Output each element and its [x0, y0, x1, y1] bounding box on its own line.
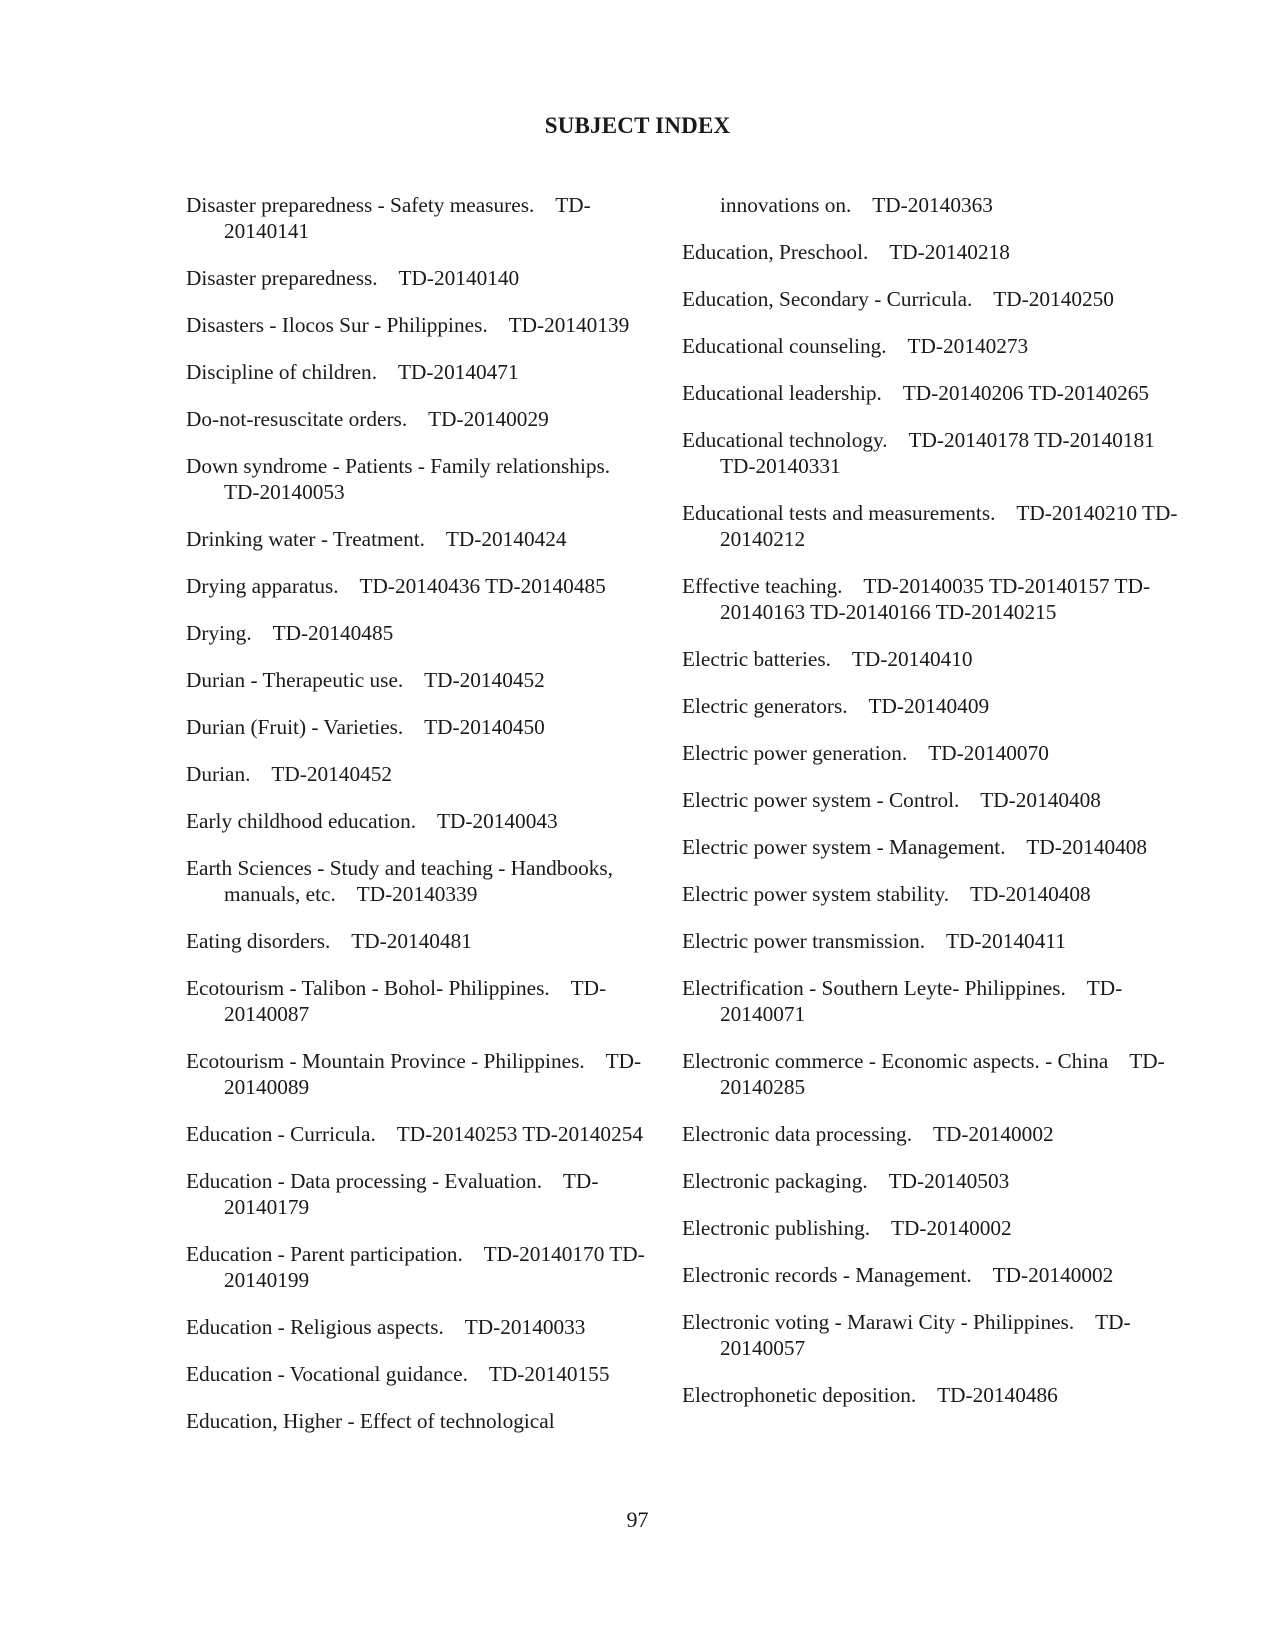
- index-entry: innovations on. TD-20140363: [720, 193, 993, 217]
- index-entry: Electric power system - Management. TD-20140408: [682, 835, 1148, 859]
- index-entry: Electrophonetic deposition. TD-20140486: [682, 1383, 1058, 1407]
- index-entry: Electric generators. TD-20140409: [682, 694, 990, 718]
- index-entry: Education - Parent participation. TD-20140170 TD-20140199: [186, 1242, 645, 1292]
- index-entry: Electronic records - Management. TD-20140002: [682, 1263, 1114, 1287]
- index-entry: Down syndrome - Patients - Family relationships. TD-20140053: [186, 454, 632, 504]
- index-entry: Electric power system stability. TD-20140408: [682, 882, 1091, 906]
- index-entry: Drying apparatus. TD-20140436 TD-20140485: [186, 574, 606, 598]
- index-entry: Electric power generation. TD-20140070: [682, 741, 1049, 765]
- index-entry: Drying. TD-20140485: [186, 621, 394, 645]
- index-entry: Electronic data processing. TD-20140002: [682, 1122, 1054, 1146]
- index-entry: Early childhood education. TD-20140043: [186, 809, 558, 833]
- index-entry: Education - Vocational guidance. TD-20140155: [186, 1362, 610, 1386]
- index-entry: Education, Preschool. TD-20140218: [682, 240, 1010, 264]
- page-number: 97: [626, 1507, 649, 1532]
- index-entry: Education, Higher - Effect of technological: [186, 1409, 555, 1433]
- index-entry: Electric power system - Control. TD-20140408: [682, 788, 1101, 812]
- index-entry: Electrification - Southern Leyte- Philippines. TD-20140071: [682, 976, 1123, 1026]
- index-entry: Discipline of children. TD-20140471: [186, 360, 519, 384]
- index-entry: Disaster preparedness - Safety measures. TD-20140141: [186, 193, 591, 243]
- index-entry: Educational counseling. TD-20140273: [682, 334, 1029, 358]
- index-column-left: [186, 192, 656, 1455]
- index-entry: Education - Data processing - Evaluation. TD-20140179: [186, 1169, 599, 1219]
- index-entry: Electronic packaging. TD-20140503: [682, 1169, 1010, 1193]
- index-column-right: [682, 192, 1182, 1429]
- index-entry: Durian. TD-20140452: [186, 762, 393, 786]
- index-entry: Drinking water - Treatment. TD-20140424: [186, 527, 567, 551]
- index-entry: Educational leadership. TD-20140206 TD-20140265: [682, 381, 1150, 405]
- index-entry: Effective teaching. TD-20140035 TD-20140157 TD-20140163 TD-20140166 TD-20140215: [682, 574, 1151, 624]
- index-entry: Electric power transmission. TD-20140411: [682, 929, 1066, 953]
- index-entry: Electronic voting - Marawi City - Philippines. TD-20140057: [682, 1310, 1131, 1360]
- index-entry: Do-not-resuscitate orders. TD-20140029: [186, 407, 549, 431]
- index-entry: Eating disorders. TD-20140481: [186, 929, 472, 953]
- page-title: SUBJECT INDEX: [544, 113, 731, 138]
- index-entry: Electric batteries. TD-20140410: [682, 647, 973, 671]
- index-entry: Electronic publishing. TD-20140002: [682, 1216, 1012, 1240]
- index-entry: Disaster preparedness. TD-20140140: [186, 266, 520, 290]
- index-entry: Disasters - Ilocos Sur - Philippines. TD-20140139: [186, 313, 630, 337]
- index-entry: Ecotourism - Mountain Province - Philippines. TD-20140089: [186, 1049, 642, 1099]
- index-entry: Electronic commerce - Economic aspects. - China TD-20140285: [682, 1049, 1165, 1099]
- index-entry: Education, Secondary - Curricula. TD-20140250: [682, 287, 1114, 311]
- index-entry: Durian (Fruit) - Varieties. TD-20140450: [186, 715, 545, 739]
- index-entry: Education - Religious aspects. TD-20140033: [186, 1315, 586, 1339]
- index-entry: Ecotourism - Talibon - Bohol- Philippines. TD-20140087: [186, 976, 607, 1026]
- index-entry: Earth Sciences - Study and teaching - Handbooks, manuals, etc. TD-20140339: [186, 856, 619, 906]
- index-entry: Durian - Therapeutic use. TD-20140452: [186, 668, 545, 692]
- index-entry: Educational tests and measurements. TD-20140210 TD-20140212: [682, 501, 1178, 551]
- index-entry: Educational technology. TD-20140178 TD-20140181 TD-20140331: [682, 428, 1160, 478]
- index-entry: Education - Curricula. TD-20140253 TD-20140254: [186, 1122, 644, 1146]
